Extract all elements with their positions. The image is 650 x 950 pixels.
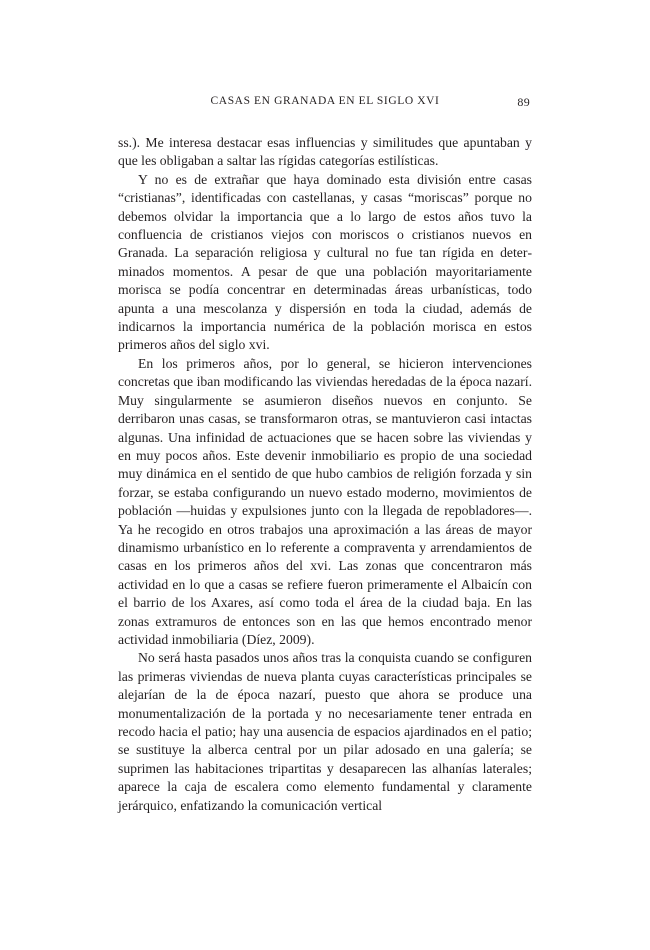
running-title: CASAS EN GRANADA EN EL SIGLO XVI bbox=[210, 95, 440, 107]
body-text bbox=[118, 134, 532, 815]
paragraph-nueva-planta: No será hasta pasados unos años tras la conquista cuando se configuren las primeras viviendas de nueva planta cuyas características principales se alejarían de la de época nazarí, puesto que ahora se produce una monumentalización de la portada y no necesariamente tener entrada en recodo hacia el patio; hay una ausencia de espacios ajardinados en el patio; se sustituye la alberca central por un pilar adosado en una galería; se suprimen las habitaciones tripartitas y desaparecen las alhanías laterales; aparece la caja de escalera como elemento fundamental y claramente jerárquico, enfatizando la comunicación vertical bbox=[118, 650, 532, 813]
paragraph-primeros-anos: En los primeros años, por lo general, se hicieron intervenciones concretas que iban modificando las viviendas heredadas de la época nazarí. Muy singularmente se asumieron diseños nuevos en conjunto. Se derribaron unas casas, se transformaron otras, se mantuvieron casi intactas algunas. Una infinidad de actuaciones que se hacen sobre las viviendas y en muy pocos años. Este devenir inmobiliario es propio de una sociedad muy dinámica en el sentido de que hubo cambios de religión forzada y sin forzar, se estaba configurando un nuevo estado moderno, movimientos de población —huidas y expulsiones junto con la llegada de repobladores—. Ya he recogido en otros trabajos una aproximación a las áreas de mayor dinamismo urbanístico en lo referente a compraventa y arrendamientos de casas en los primeros años del xvi. Las zonas que concentraron más actividad en lo que a casas se refiere fueron primeramente el Albaicín con el barrio de los Axares, así como toda el área de la ciudad baja. En las zonas extramuros de entonces son en las que hemos encontrado menor actividad inmobiliaria (Díez, 2009). bbox=[118, 355, 532, 647]
paragraph-continuation: ss.). Me interesa destacar esas influencias y similitudes que apuntaban y que les obligaban a saltar las rígidas categorías estilísticas. bbox=[118, 135, 532, 169]
running-head bbox=[118, 95, 532, 111]
paragraph-casas-division: Y no es de extrañar que haya dominado esta división entre casas “cristianas”, identificadas con castellanas, y casas “moriscas” porque no debemos olvidar la importancia que a lo largo de estos años tuvo la confluencia de cristianos viejos con moriscos o cristianos nuevos en Granada. La separación religiosa y cultural no fue tan rígida en determinados momentos. A pesar de que una población mayoritariamente morisca se podía concentrar en determinadas áreas urbanísticas, todo apunta a una mescolanza y dispersión en toda la ciudad, además de indicarnos la importancia numérica de la población morisca en estos primeros años del siglo xvi. bbox=[118, 171, 532, 353]
page-number: 89 bbox=[517, 95, 530, 109]
